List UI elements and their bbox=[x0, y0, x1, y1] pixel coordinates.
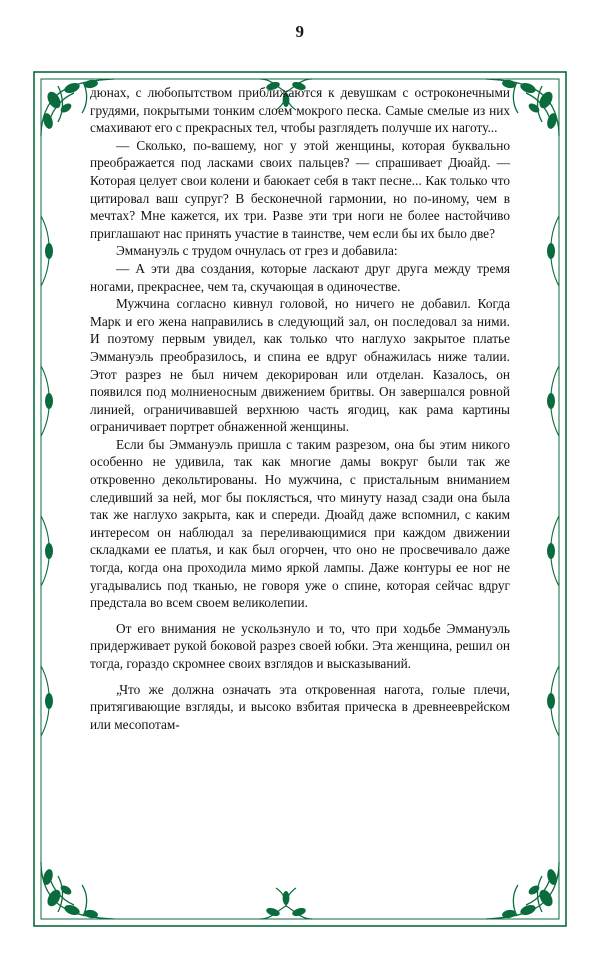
paragraph: Мужчина согласно кивнул головой, но ничего не добавил. Когда Марк и его жена направились в следующий зал, он последовал за ними. И поэтому первым увидел, как только что наглухо закрытое платье Эммануэль преобразилось, и спина ее вдруг обнажилась ниже талии. Этот разрез не был ничем декорирован или отделан. Казалось, он появился под молниеносным движением бритвы. Он завершался ровной линией, ограничивавшей верхнюю часть ягодиц, как рама картины ограничивает портрет обнаженной женщины. bbox=[90, 296, 510, 435]
paragraph: Эммануэль с трудом очнулась от грез и добавила: bbox=[116, 243, 398, 259]
decorative-frame bbox=[28, 66, 572, 932]
paragraph: дюнах, с любопытством приближаются к девушкам с остроконечными грудями, покрытыми тонким слоем мокрого песка. Самые смелые из них смахивают его с прекрасных тел, чтобы разглядеть получше их наготу... bbox=[90, 85, 510, 136]
paragraph: — Сколько, по-вашему, ног у этой женщины, которая буквально преображается под ласками своих пальцев? — спрашивает Дюайд. — Которая целует свои колени и баюкает себя в такт песне... Как только что цитировал ваш супруг? В бесконечной гармонии, но по-иному, чем в мечтах? Мне кажется, их три. Разве эти три ноги не более настойчиво приглашают нас принять участие в таинстве, чем если бы их было две? bbox=[90, 137, 510, 241]
paragraph: „Что же должна означать эта откровенная нагота, голые плечи, притягивающие взгляды, и высоко взбитая прическа в древнееврейском или месопотам- bbox=[90, 681, 510, 732]
page-number: 9 bbox=[295, 22, 305, 41]
paragraph: — А эти два создания, которые ласкают друг друга между тремя ногами, прекраснее, чем та, скучающая в одиночестве. bbox=[90, 260, 510, 294]
paragraph: Если бы Эммануэль пришла с таким разрезом, она бы этим никого особенно не удивила, так как многие дамы вокруг были так же откровенно декольтированы. Но мужчина, с пристальным вниманием следивший за ней, мог бы поклясться, что минуту назад сзади она была так же наглухо закрыта, как и спереди. Дюайд даже вспомнил, с каким интересом он наблюдал за переливающимися при каждом движении складками ее платья, и как был огорчен, что оно не просвечивало даже тогда, когда она проходила мимо яркой лампы. Даже контуры ее ног не угадывались под тканью, не говоря уже о спине, которая сейчас вдруг предстала во всем своем великолепии. bbox=[90, 436, 510, 611]
page-text-body bbox=[90, 84, 510, 914]
paragraph: От его внимания не ускользнуло и то, что при ходьбе Эммануэль придерживает рукой боковой разрез своей юбки. Эта женщина, решил он тогда, гораздо скромнее своих взглядов и высказываний. bbox=[90, 620, 510, 671]
